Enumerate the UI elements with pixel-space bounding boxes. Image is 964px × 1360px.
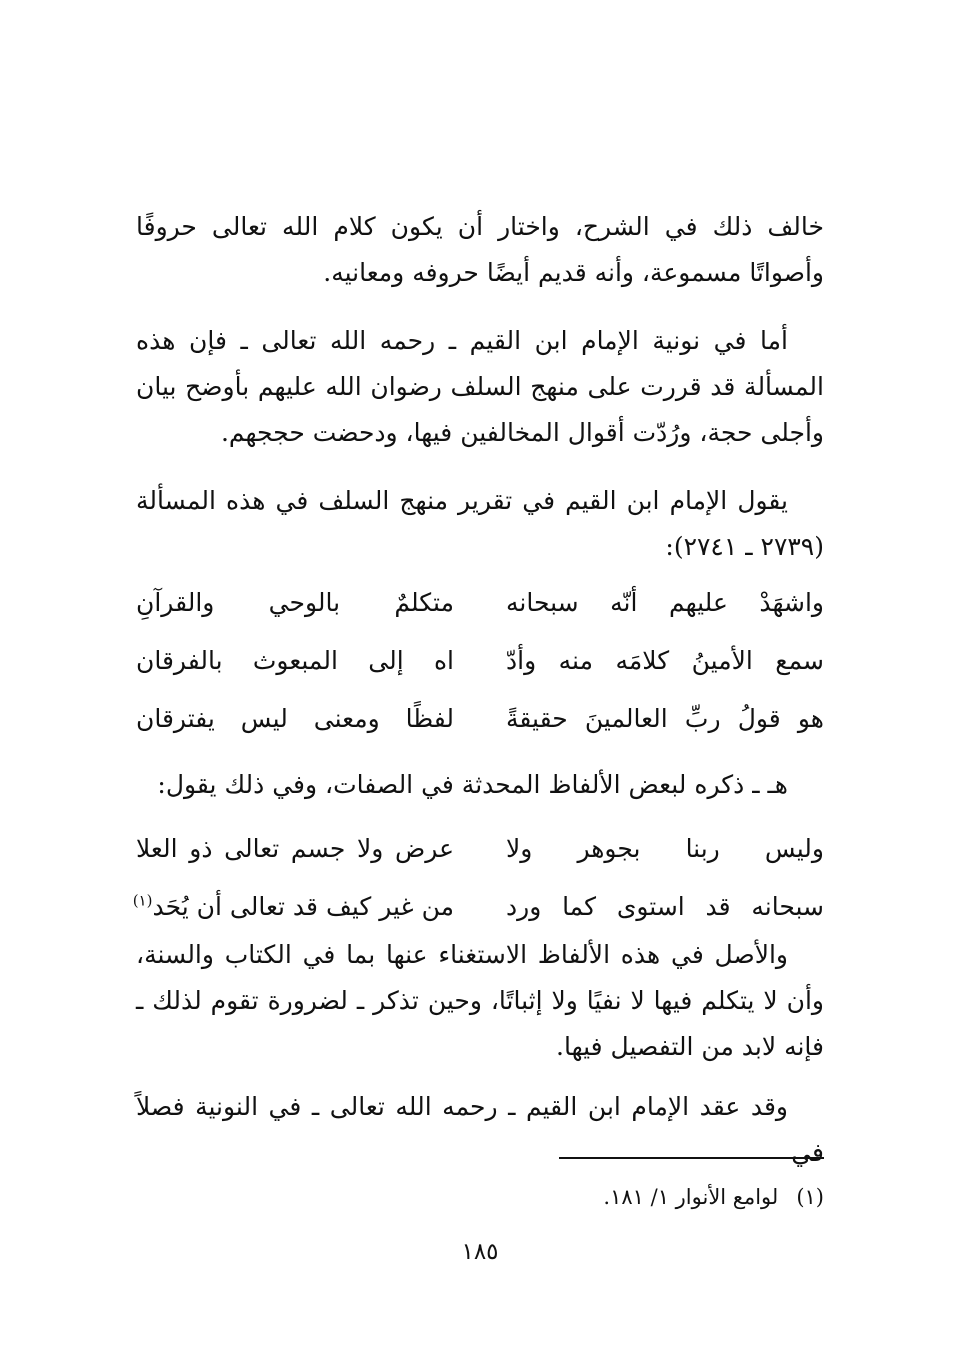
paragraph-1: خالف ذلك في الشرح، واختار أن يكون كلام الله تعالى حروفًا وأصواتًا مسموعة، وأنه قديم أيضًا حروفه ومعانيه.	[136, 212, 824, 287]
footnote-reference[interactable]: (١)	[132, 891, 153, 910]
paragraph-4: هـ ـ ذكره لبعض الألفاظ المحدثة في الصفات، وفي ذلك يقول:	[157, 770, 788, 799]
verse-first-hemistich: سمع الأمينُ كلامَه منه وأدّ	[506, 646, 824, 675]
verse-first-hemistich: وليس ربنا بجوهر ولا	[506, 834, 824, 863]
verse-first-hemistich: واشهَدْ عليهم أنّه سبحانه	[506, 588, 824, 617]
verse-second-hemistich: متكلمٌ بالوحي والقرآنِ	[136, 588, 454, 617]
verse-line	[132, 884, 824, 930]
document-page	[132, 0, 824, 1360]
footnote-marker: (١)	[796, 1185, 824, 1209]
verse-line	[136, 696, 824, 742]
verse-second-hemistich: لفظًا ومعنى ليس يفترقان	[136, 704, 454, 733]
paragraph-5: والأصل في هذه الألفاظ الاستغناء عنها بما في الكتاب والسنة، وأن لا يتكلم فيها لا نفيًا ولا إثباتًا، وحين تذكر ـ لضرورة تقوم لذلك ـ فإنه لابد من التفصيل فيها.	[136, 940, 824, 1061]
footnote-separator	[559, 1157, 824, 1159]
paragraph-3: يقول الإمام ابن القيم في تقرير منهج السلف في هذه المسألة (٢٧٣٩ ـ ٢٧٤١):	[136, 486, 824, 561]
verse-second-hemistich: اه إلى المبعوث بالفرقان	[136, 646, 454, 675]
page-number: ١٨٥	[461, 1239, 499, 1265]
footnote-text: لوامع الأنوار ١/ ١٨١.	[603, 1185, 779, 1209]
verse-first-hemistich: هو قولُ ربِّ العالمينَ حقيقةً	[506, 704, 824, 733]
verse-line	[136, 638, 824, 684]
verse-second-hemistich	[132, 884, 454, 930]
footnote	[603, 1177, 824, 1217]
verse-line	[136, 826, 824, 872]
verse-second-hemistich: عرض ولا جسم تعالى ذو العلا	[136, 834, 454, 863]
verse-second-hemistich-text: من غير كيف قد تعالى أن يُحَد	[152, 892, 454, 921]
paragraph-2: أما في نونية الإمام ابن القيم ـ رحمه الله تعالى ـ فإن هذه المسألة قد قررت على منهج السلف رضوان الله عليهم بأوضح بيان وأجلى حجة، ورُدّت أقوال المخالفين فيها، ودحضت حججهم.	[136, 326, 824, 447]
verse-first-hemistich: سبحانه قد استوى كما ورد	[506, 892, 824, 921]
paragraph-6: وقد عقد الإمام ابن القيم ـ رحمه الله تعالى ـ في النونية فصلاً في	[136, 1092, 824, 1167]
verse-line	[136, 580, 824, 626]
